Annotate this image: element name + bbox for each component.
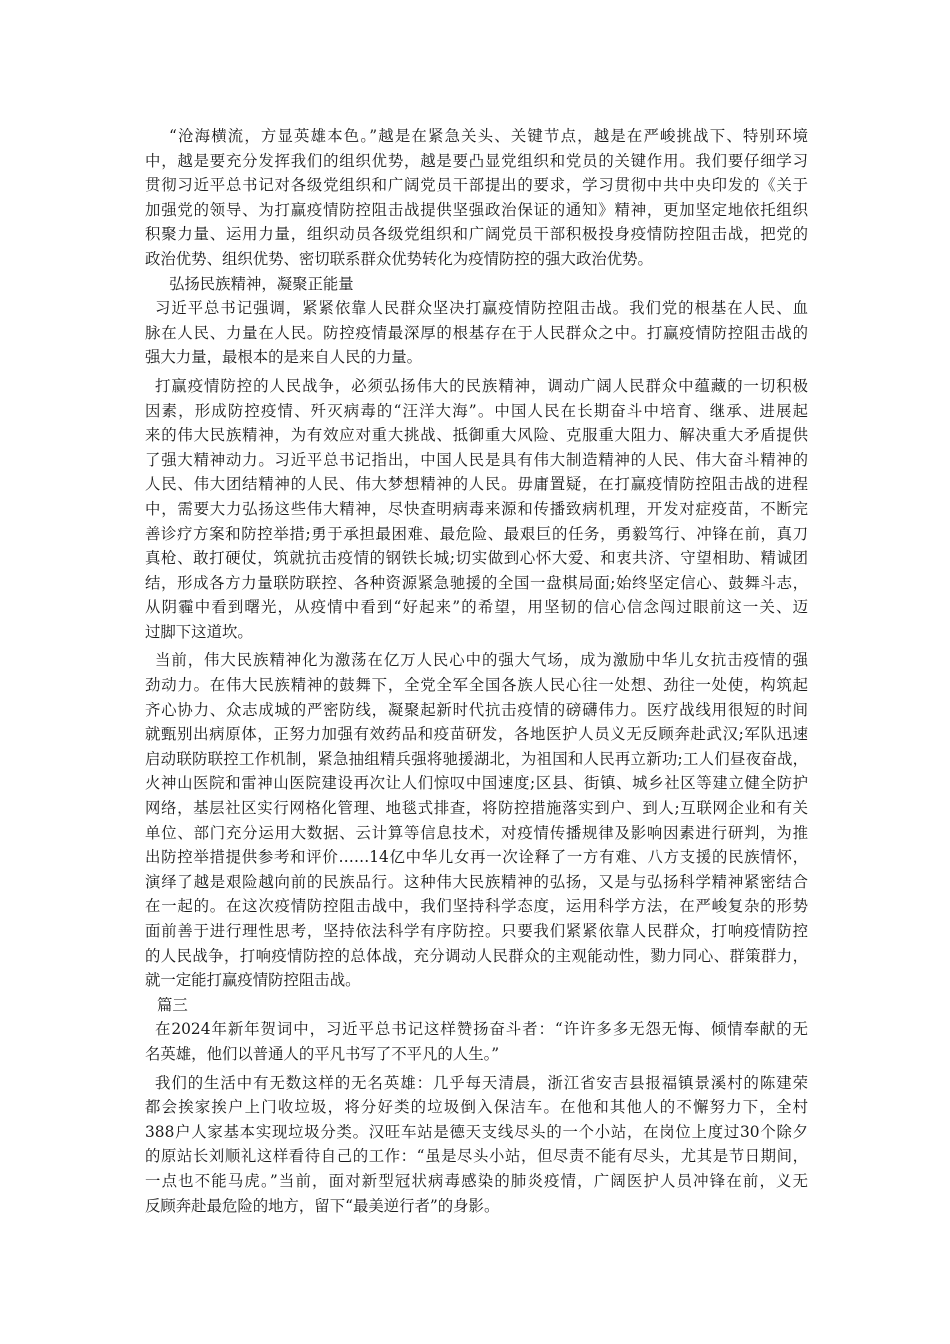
text-line: 在一起的。在这次疫情防控阻击战中，我们坚持科学态度，运用科学方法，在严峻复杂的形势 — [145, 897, 808, 916]
text-line: 中，需要大力弘扬这些伟大精神，尽快查明病毒来源和传播致病机理，开发对症疫苗，不断完 — [145, 499, 808, 518]
paragraph-5 — [145, 1017, 808, 1066]
text-line: 启动联防联控工作机制，紧急抽组精兵强将驰援湖北，为祖国和人民再立新功;工人们昼夜奋战， — [145, 749, 808, 768]
paragraph-3 — [145, 374, 808, 645]
text-line: 人民、伟大团结精神的人民、伟大梦想精神的人民。毋庸置疑，在打赢疫情防控阻击战的进程 — [145, 475, 808, 494]
text-line: 就一定能打赢疫情防控阻击战。 — [145, 971, 361, 990]
text-line: 劲动力。在伟大民族精神的鼓舞下，全党全军全国各族人民心往一处想、劲往一处使，构筑起 — [145, 676, 808, 695]
text-line: 从阴霾中看到曙光，从疫情中看到“好起来”的希望，用坚韧的信心信念闯过眼前这一关、迈 — [145, 598, 808, 617]
text-line: 政治优势、组织优势、密切联系群众优势转化为疫情防控的强大政治优势。 — [145, 249, 653, 268]
text-line: 强大力量，最根本的是来自人民的力量。 — [145, 348, 423, 367]
text-line: 真枪、敢打硬仗，筑就抗击疫情的钢铁长城;切实做到心怀大爱、和衷共济、守望相助、精诚团 — [145, 549, 808, 568]
text-line: 演绎了越是艰险越向前的民族品行。这种伟大民族精神的弘扬，又是与弘扬科学精神紧密结合 — [145, 872, 808, 891]
paragraph-1 — [145, 124, 808, 272]
text-line: 习近平总书记强调，紧紧依靠人民群众坚决打赢疫情防控阻击战。我们党的根基在人民、血 — [155, 299, 808, 318]
text-line: 388户人家基本实现垃圾分类。汉旺车站是德天支线尽头的一个小站，在岗位上度过30个除夕 — [145, 1122, 808, 1141]
text-line: 都会挨家挨户上门收垃圾，将分好类的垃圾倒入保洁车。在他和其他人的不懈努力下，全村 — [145, 1098, 808, 1117]
text-line: 反顾奔赴最危险的地方，留下“最美逆行者”的身影。 — [145, 1196, 500, 1215]
text-line: 网络，基层社区实行网格化管理、地毯式排查，将防控措施落实到户、到人;互联网企业和有关 — [145, 799, 808, 818]
text-line: 我们的生活中有无数这样的无名英雄：几乎每天清晨，浙江省安吉县报福镇景溪村的陈建荣 — [155, 1073, 808, 1092]
text-line: 中，越是要充分发挥我们的组织优势，越是要凸显党组织和党员的关键作用。我们要仔细学习 — [145, 151, 808, 170]
text-line: 脉在人民、力量在人民。防控疫情最深厚的根基存在于人民群众之中。打赢疫情防控阻击战的 — [145, 323, 808, 342]
text-line: 过脚下这道坎。 — [145, 622, 253, 641]
text-line: 结，形成各方力量联防联控、各种资源紧急驰援的全国一盘棋局面;始终坚定信心、鼓舞斗志， — [145, 573, 808, 592]
text-line: 出防控举措提供参考和评价……14亿中华儿女再一次诠释了一方有难、八方支援的民族情怀， — [145, 848, 808, 867]
text-line: 加强党的领导、为打赢疫情防控阻击战提供坚强政治保证的通知》精神，更加坚定地依托组织 — [145, 200, 808, 219]
paragraph-6 — [145, 1071, 808, 1219]
text-line: 一点也不能马虎。”当前，面对新型冠状病毒感染的肺炎疫情，广阔医护人员冲锋在前，义无 — [145, 1171, 808, 1190]
text-line: “沧海横流，方显英雄本色。”越是在紧急关头、关键节点，越是在严峻挑战下、特别环境 — [169, 127, 808, 145]
section-heading: 篇三 — [157, 995, 188, 1014]
text-line: 来的伟大民族精神，为有效应对重大挑战、抵御重大风险、克服重大阻力、解决重大矛盾提供 — [145, 426, 808, 445]
text-line: 齐心协力、众志成城的严密防线，凝聚起新时代抗击疫情的磅礴伟力。医疗战线用很短的时间 — [145, 700, 808, 719]
text-line: 打赢疫情防控的人民战争，必须弘扬伟大的民族精神，调动广阔人民群众中蕴藏的一切积极 — [155, 376, 808, 395]
text-line: 的原站长刘顺礼这样看待自己的工作：“虽是尽头小站，但尽责不能有尽头，尤其是节日期间， — [145, 1147, 808, 1166]
text-line: 火神山医院和雷神山医院建设再次让人们惊叹中国速度;区县、街镇、城乡社区等建立健全防护 — [145, 774, 808, 793]
text-line: 当前，伟大民族精神化为激荡在亿万人民心中的强大气场，成为激励中华儿女抗击疫情的强 — [155, 651, 808, 670]
paragraph-4 — [145, 648, 808, 992]
text-line: 单位、部门充分运用大数据、云计算等信息技术，对疫情传播规律及影响因素进行研判，为推 — [145, 823, 808, 842]
text-line: 的人民战争，打响疫情防控的总体战，充分调动人民群众的主观能动性，勠力同心、群策群力， — [145, 946, 808, 965]
paragraph-2 — [145, 296, 808, 370]
text-line: 善诊疗方案和防控举措;勇于承担最困难、最危险、最艰巨的任务，勇毅笃行、冲锋在前，真刀 — [145, 524, 808, 543]
text-line: 贯彻习近平总书记对各级党组织和广阔党员干部提出的要求，学习贯彻中共中央印发的《关于 — [145, 176, 808, 195]
document-body — [145, 124, 808, 1218]
text-line: 积聚力量、运用力量，组织动员各级党组织和广阔党员干部积极投身疫情防控阻击战，把党的 — [145, 225, 808, 244]
text-line: 在2024年新年贺词中，习近平总书记这样赞扬奋斗者：“许许多多无怨无悔、倾情奉献的无 — [155, 1020, 808, 1039]
section-heading: 弘扬民族精神，凝聚正能量 — [169, 274, 354, 293]
text-line: 面前善于进行理性思考，坚持依法科学有序防控。只要我们紧紧依靠人民群众，打响疫情防控 — [145, 922, 808, 940]
text-line: 了强大精神动力。习近平总书记指出，中国人民是具有伟大制造精神的人民、伟大奋斗精神的 — [145, 450, 808, 469]
text-line: 因素，形成防控疫情、歼灭病毒的“汪洋大海”。中国人民在长期奋斗中培育、继承、进展起 — [145, 401, 808, 420]
text-line: 就甄别出病原体，正努力加强有效药品和疫苗研发，各地医护人员义无反顾奔赴武汉;军队迅速 — [145, 725, 808, 744]
text-line: 名英雄，他们以普通人的平凡书写了不平凡的人生。” — [145, 1044, 500, 1063]
